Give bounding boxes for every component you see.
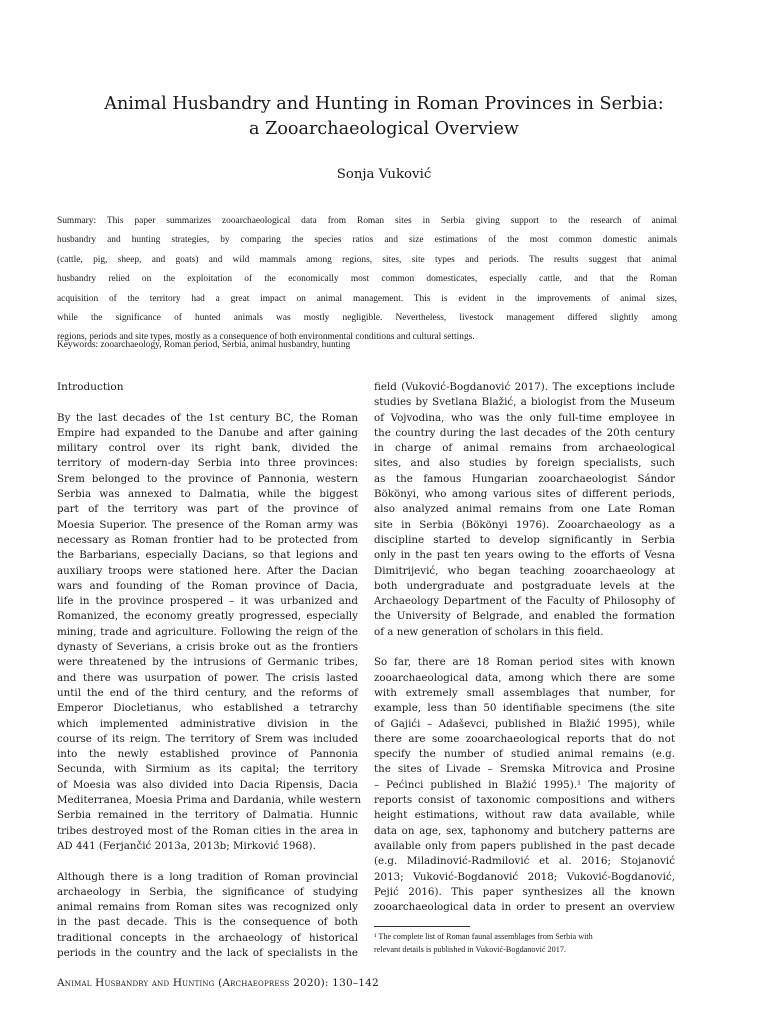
text-line: available only from papers published in the past decade xyxy=(374,839,675,852)
text-line: course of its reign. The territory of Srem was included xyxy=(57,732,358,745)
text-line: as the famous Hungarian zooarchaeologist Sándor xyxy=(374,472,675,485)
text-line: part of the territory was part of the province of xyxy=(57,503,358,516)
text-line: sites, and also studies by foreign specialists, such xyxy=(374,457,675,470)
text-line: specify the number of studied animal remains (e.g. xyxy=(374,748,675,761)
text-line: Dimitrijević, who began teaching zooarchaeology at xyxy=(374,564,675,577)
summary-line: regions, periods and site types, mostly as a consequence of both environmental conditions and cultural settings. xyxy=(57,332,475,343)
author-name: Sonja Vuković xyxy=(336,167,432,182)
text-line: territory of modern-day Serbia into three provinces: xyxy=(57,457,358,470)
summary-line: husbandry and hunting strategies, by comparing the species ratios and size estimations of the most common domestic animals xyxy=(57,235,677,246)
left-column xyxy=(57,380,361,961)
text-line: Archaeology Department of the Faculty of Philosophy of xyxy=(374,595,675,608)
text-line: By the last decades of the 1st century BC, the Roman xyxy=(57,411,358,424)
text-line: and there was usurpation of power. The crisis lasted xyxy=(57,671,358,684)
text-line: animal remains from Roman sites was recognized only xyxy=(57,901,358,914)
text-line: Pejić 2016). This paper synthesizes all the known xyxy=(374,885,675,898)
summary-line: acquisition of the territory had a great impact on animal management. This is evident in the improvements of animal sizes, xyxy=(57,293,677,304)
text-line: traditional concepts in the archaeology of historical xyxy=(57,931,358,944)
text-line: Although there is a long tradition of Roman provincial xyxy=(57,870,358,883)
text-line: periods in the country and the lack of specialists in the xyxy=(57,946,358,959)
text-line: of Gajići – Adaševci, published in Blažić 1995), while xyxy=(374,717,675,730)
text-line: the University of Belgrade, and enabled the formation xyxy=(374,610,675,623)
text-line: zooarchaeological data, among which there are some xyxy=(374,671,675,684)
text-line: with extremely small assemblages that number, for xyxy=(374,686,675,699)
text-line: the country during the last decades of the 20th century xyxy=(374,426,675,439)
section-heading-introduction: Introduction xyxy=(57,381,124,393)
text-line: Romanized, the economy greatly progressed, especially xyxy=(57,610,358,623)
text-line: mining, trade and agriculture. Following the reign of the xyxy=(57,625,358,638)
summary-line: (cattle, pig, sheep, and goats) and wild mammals among regions, sites, site types and periods. The results suggest that animal xyxy=(57,254,677,265)
footnote-line: ¹ The complete list of Roman faunal assemblages from Serbia with xyxy=(374,932,593,941)
spacer xyxy=(57,854,358,869)
text-line: Srem belonged to the province of Pannonia, western xyxy=(57,472,358,485)
text-line: Empire had expanded to the Danube and after gaining xyxy=(57,426,358,439)
text-line: Emperor Diocletianus, who established a tetrarchy xyxy=(57,702,358,715)
text-line: the sites of Livade – Sremska Mitrovica and Prosine xyxy=(374,763,675,776)
right-column xyxy=(374,380,675,915)
text-line: of Vojvodina, who was the only full-time employee in xyxy=(374,411,675,424)
text-line: AD 441 (Ferjančić 2013a, 2013b; Mirković 1968). xyxy=(57,839,316,852)
text-line: archaeology in Serbia, the significance of studying xyxy=(57,885,358,898)
page-footer: Animal Husbandry and Hunting (Archaeopress 2020): 130–142 xyxy=(57,977,379,989)
text-line: zooarchaeological data in order to present an overview xyxy=(374,901,675,914)
text-line: example, less than 50 identifiable specimens (the site xyxy=(374,702,675,715)
text-line: Mediterranea, Moesia Prima and Dardania, while western xyxy=(57,794,361,807)
text-line: which implemented administrative division in the xyxy=(57,717,358,730)
text-line: (e.g. Miladinović-Radmilović et al. 2016; Stojanović xyxy=(374,855,675,868)
text-line: only in the past ten years owing to the efforts of Vesna xyxy=(374,549,675,562)
text-line: tribes destroyed most of the Roman cities in the area in xyxy=(57,824,358,837)
keywords: Keywords: zooarchaeology, Roman period, Serbia, animal husbandry, hunting xyxy=(57,340,351,350)
text-line: height estimations, without raw data available, while xyxy=(374,809,675,822)
text-line: of Moesia was also divided into Dacia Ripensis, Dacia xyxy=(57,778,358,791)
text-line: were threatened by the intrusions of Germanic tribes, xyxy=(57,656,358,669)
text-line: of a new generation of scholars in this field. xyxy=(374,625,604,638)
footnote-divider xyxy=(374,926,470,927)
text-line: So far, there are 18 Roman period sites with known xyxy=(374,656,675,669)
text-line: Bökönyi, who among various sites of different periods, xyxy=(374,488,675,501)
text-line: auxiliary troops were stationed here. After the Dacian xyxy=(57,564,358,577)
text-line: both undergraduate and postgraduate levels at the xyxy=(374,579,675,592)
spacer xyxy=(374,640,675,655)
text-line: dynasty of Severians, a crisis broke out as the frontiers xyxy=(57,641,358,654)
text-line: Moesia Superior. The presence of the Roman army was xyxy=(57,518,358,531)
text-line: site in Serbia (Bökönyi 1976). Zooarchaeology as a xyxy=(374,518,675,531)
footnote-line: relevant details is published in Vuković-Bogdanović 2017. xyxy=(374,944,566,954)
text-line: life in the province prospered – it was urbanized and xyxy=(57,595,358,608)
text-line: military control over its right bank, divided the xyxy=(57,442,358,455)
text-line: Serbia remained in the territory of Dalmatia. Hunnic xyxy=(57,809,358,822)
summary-line: husbandry relied on the exploitation of the economically most common domesticates, especially cattle, and that the Roman xyxy=(57,274,677,285)
text-line: also analyzed animal remains from one Late Roman xyxy=(374,503,675,516)
text-line: in charge of animal remains from archaeological xyxy=(374,442,675,455)
text-line: Serbia was annexed to Dalmatia, while the biggest xyxy=(57,488,358,501)
text-line: 2013; Vuković-Bogdanović 2018; Vuković-Bogdanović, xyxy=(374,870,675,883)
title-line-1: Animal Husbandry and Hunting in Roman Provinces in Serbia: xyxy=(104,94,664,114)
paper-title xyxy=(60,92,708,142)
text-line: necessary as Roman frontier had to be protected from xyxy=(57,533,358,546)
spacer xyxy=(57,395,358,410)
text-line: until the end of the third century, and the reforms of xyxy=(57,686,358,699)
text-line: in the past decade. This is the consequence of both xyxy=(57,916,358,929)
text-line: reports consist of taxonomic compositions and withers xyxy=(374,794,675,807)
text-line: data on age, sex, taphonomy and butchery patterns are xyxy=(374,824,675,837)
text-line: field (Vuković-Bogdanović 2017). The exceptions include xyxy=(374,381,675,393)
summary-line: while the significance of hunted animals was mostly negligible. Nevertheless, livestock management differed slightly among xyxy=(57,313,677,324)
text-line: studies by Svetlana Blažić, a biologist from the Museum xyxy=(374,396,675,409)
footnote xyxy=(374,931,676,956)
summary-line: Summary: This paper summarizes zooarchaeological data from Roman sites in Serbia giving support to the research of animal xyxy=(57,216,677,226)
text-line: the Barbarians, especially Dacians, so that legions and xyxy=(57,549,358,562)
title-line-2: a Zooarchaeological Overview xyxy=(249,119,519,139)
text-line: Secunda, with Sirmium as its capital; the territory xyxy=(57,763,358,776)
text-line: – Pećinci published in Blažić 1995).¹ The majority of xyxy=(374,778,675,791)
text-line: discipline started to develop significantly in Serbia xyxy=(374,533,675,546)
summary-block xyxy=(57,212,677,348)
text-line: wars and founding of the Roman province of Dacia, xyxy=(57,579,358,592)
text-line: into the newly established province of Pannonia xyxy=(57,748,358,761)
text-line: there are some zooarchaeological reports that do not xyxy=(374,732,675,745)
